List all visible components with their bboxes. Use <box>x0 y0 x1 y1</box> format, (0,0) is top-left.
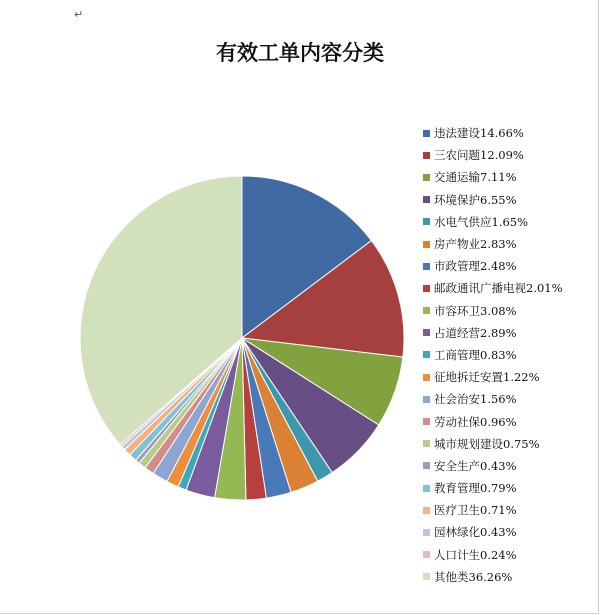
legend-swatch <box>423 285 430 292</box>
legend-item <box>423 233 563 255</box>
legend-swatch <box>423 573 430 580</box>
legend-item <box>423 521 563 543</box>
legend-item <box>423 388 563 410</box>
legend-swatch <box>423 263 430 270</box>
legend-label: 征地拆迁安置1.22% <box>434 370 540 385</box>
legend-item <box>423 344 563 366</box>
legend-swatch <box>423 485 430 492</box>
legend-swatch <box>423 551 430 558</box>
legend-swatch <box>423 440 430 447</box>
legend-label: 市容环卫3.08% <box>434 303 517 318</box>
paragraph-mark: ↵ <box>74 8 84 21</box>
legend-item <box>423 122 563 144</box>
legend-label: 占道经营2.89% <box>434 325 517 340</box>
legend-item <box>423 189 563 211</box>
legend-swatch <box>423 396 430 403</box>
legend-item <box>423 433 563 455</box>
legend-swatch <box>423 462 430 469</box>
legend-label: 安全生产0.43% <box>434 458 517 473</box>
legend-swatch <box>423 307 430 314</box>
legend-label: 人口计生0.24% <box>434 547 517 562</box>
legend-item <box>423 255 563 277</box>
legend-swatch <box>423 196 430 203</box>
legend-item <box>423 544 563 566</box>
legend-swatch <box>423 218 430 225</box>
legend-label: 房产物业2.83% <box>434 237 517 252</box>
legend-swatch <box>423 329 430 336</box>
legend-item <box>423 300 563 322</box>
legend-label: 违法建设14.66% <box>434 126 524 141</box>
legend-label: 城市规划建设0.75% <box>434 436 540 451</box>
legend-swatch <box>423 130 430 137</box>
legend-label: 园林绿化0.43% <box>434 525 517 540</box>
legend-label: 三农问题12.09% <box>434 148 524 163</box>
chart-legend <box>423 122 563 588</box>
legend-swatch <box>423 418 430 425</box>
legend-swatch <box>423 174 430 181</box>
legend-label: 劳动社保0.96% <box>434 414 517 429</box>
legend-item <box>423 366 563 388</box>
chart-title: 有效工单内容分类 <box>216 40 384 65</box>
legend-item <box>423 277 563 299</box>
legend-label: 邮政通讯广播电视2.01% <box>434 281 563 296</box>
legend-label: 工商管理0.83% <box>434 347 517 362</box>
legend-item <box>423 455 563 477</box>
legend-label: 社会治安1.56% <box>434 392 517 407</box>
legend-swatch <box>423 507 430 514</box>
legend-swatch <box>423 529 430 536</box>
legend-label: 交通运输7.11% <box>434 170 517 185</box>
legend-label: 教育管理0.79% <box>434 481 517 496</box>
legend-item <box>423 477 563 499</box>
legend-label: 市政管理2.48% <box>434 259 517 274</box>
legend-item <box>423 499 563 521</box>
legend-item <box>423 211 563 233</box>
legend-item <box>423 144 563 166</box>
legend-swatch <box>423 241 430 248</box>
legend-swatch <box>423 374 430 381</box>
legend-label: 其他类36.26% <box>434 569 513 584</box>
legend-swatch <box>423 351 430 358</box>
legend-swatch <box>423 152 430 159</box>
legend-label: 医疗卫生0.71% <box>434 503 517 518</box>
legend-label: 环境保护6.55% <box>434 192 517 207</box>
legend-item <box>423 322 563 344</box>
legend-label: 水电气供应1.65% <box>434 214 529 229</box>
legend-item <box>423 166 563 188</box>
legend-item <box>423 410 563 432</box>
legend-item <box>423 566 563 588</box>
